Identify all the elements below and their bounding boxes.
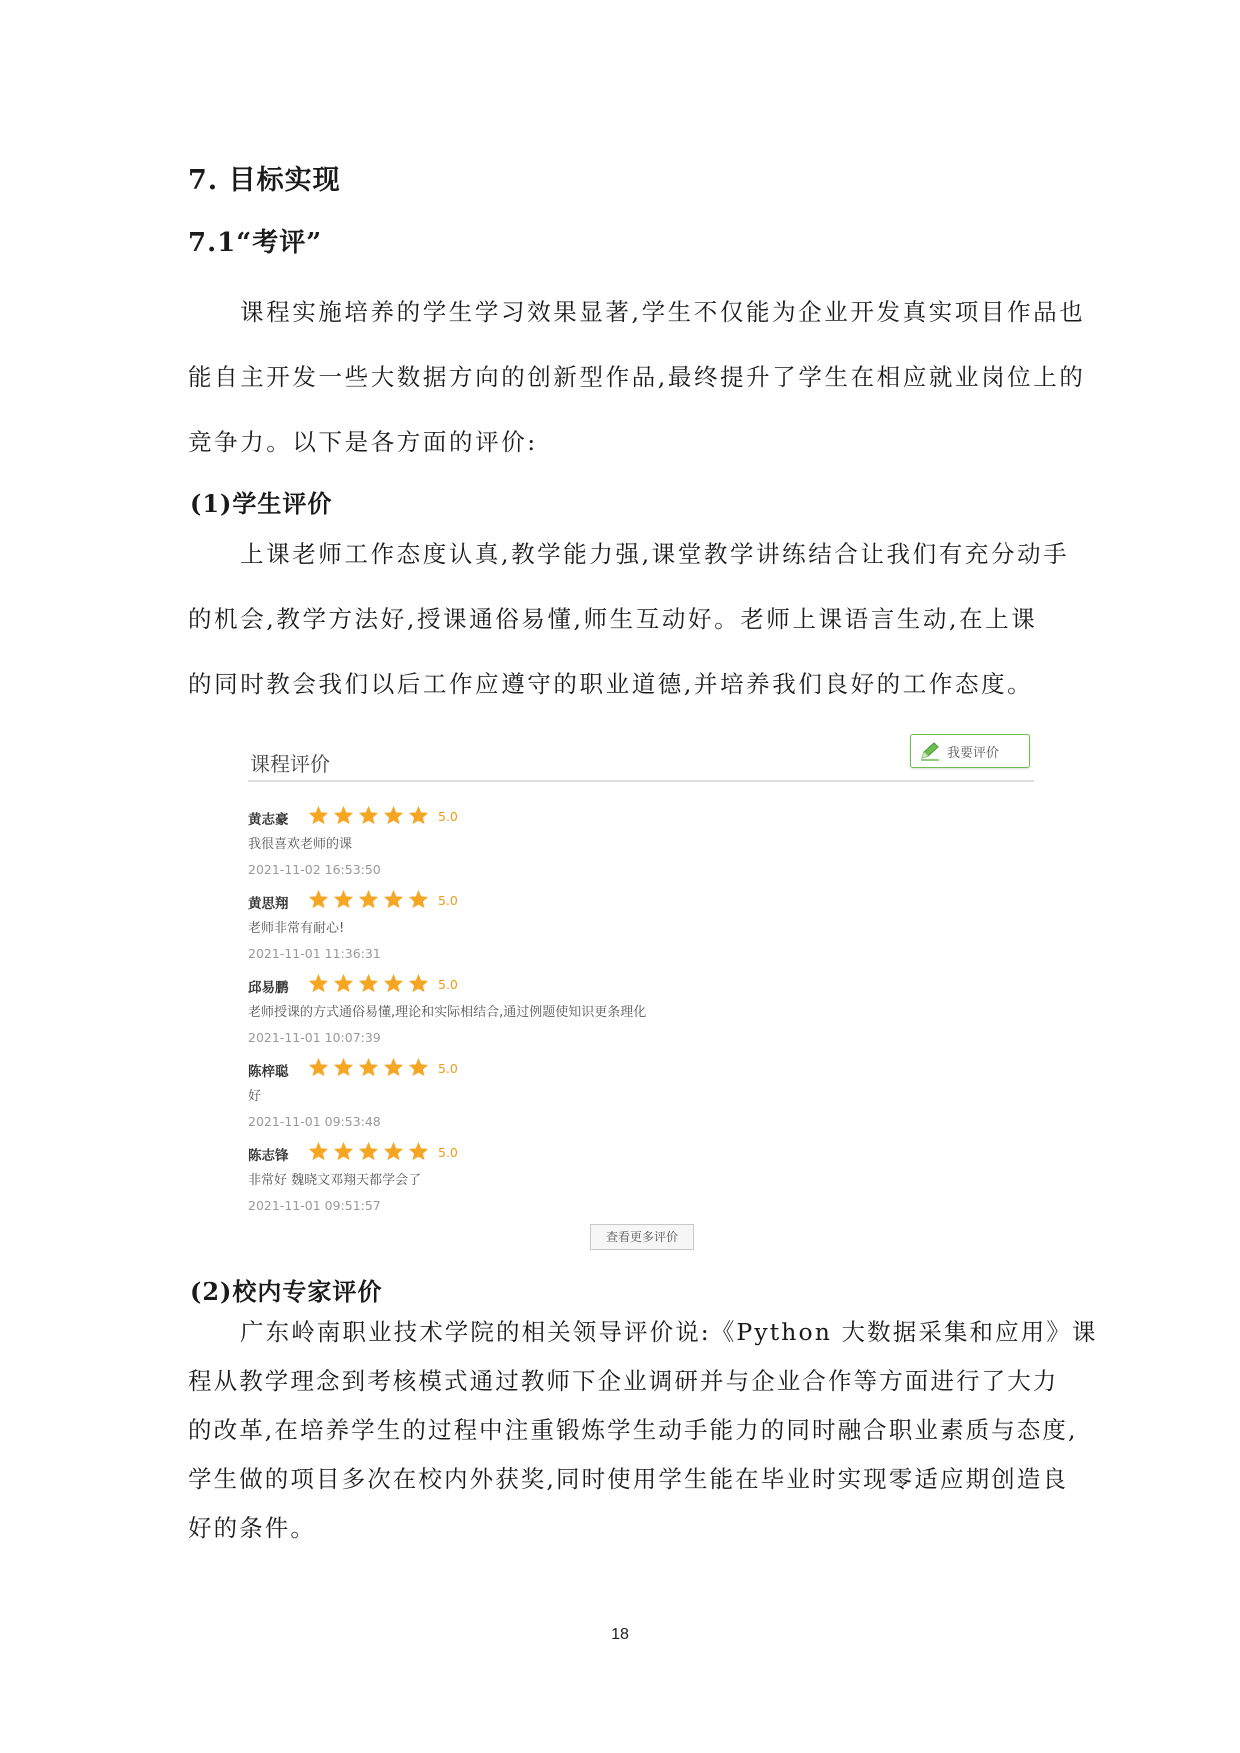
review-time: 2021-11-01 09:51:57 [248,1198,381,1213]
star-icon [358,805,379,825]
write-review-button[interactable] [910,734,1030,768]
star-icon [408,973,429,993]
pencil-icon [919,741,941,761]
review-comment: 老师非常有耐心! [248,921,345,936]
star-rating [308,973,433,993]
star-icon [358,973,379,993]
paragraph-line: 课程实施培养的学生学习效果显著,学生不仅能为企业开发真实项目作品也 [240,298,1086,326]
review-time: 2021-11-02 16:53:50 [248,862,381,877]
reviewer-name: 黄志豪 [248,812,289,828]
star-icon [333,1141,354,1161]
expert-review-paragraph [188,1308,1098,1553]
intro-paragraph [188,280,1086,475]
paragraph-line: 程从教学理念到考核模式通过教师下企业调研并与企业合作等方面进行了大力 [188,1367,1059,1395]
star-rating [308,1141,433,1161]
star-icon [333,805,354,825]
star-icon [333,889,354,909]
paragraph-line: 好的条件。 [188,1514,316,1542]
star-icon [408,1141,429,1161]
star-icon [383,889,404,909]
review-item [248,1144,1008,1229]
star-icon [408,805,429,825]
review-comment: 老师授课的方式通俗易懂,理论和实际相结合,通过例题使知识更条理化 [248,1005,647,1020]
review-item [248,808,1008,893]
star-rating [308,889,433,909]
paragraph-line: 的机会,教学方法好,授课通俗易懂,师生互动好。老师上课语言生动,在上课 [188,605,1038,633]
reviewer-name: 陈梓聪 [248,1064,289,1080]
star-icon [383,973,404,993]
star-icon [308,973,329,993]
star-rating [308,805,433,825]
paragraph-line: 广东岭南职业技术学院的相关领导评价说:《Python 大数据采集和应用》课 [240,1318,1098,1346]
rating-score: 5.0 [438,809,458,824]
rating-score: 5.0 [438,1145,458,1160]
review-comment: 好 [248,1089,262,1104]
star-icon [358,1141,379,1161]
course-review-screenshot [240,734,1040,1254]
expert-review-heading: (2)校内专家评价 [190,1277,383,1306]
review-time: 2021-11-01 11:36:31 [248,946,381,961]
paragraph-line: 的同时教会我们以后工作应遵守的职业道德,并培养我们良好的工作态度。 [188,670,1034,698]
subsection-heading: 7.1“考评” [188,228,323,258]
paragraph-line: 的改革,在培养学生的过程中注重锻炼学生动手能力的同时融合职业素质与态度, [188,1416,1078,1444]
paragraph-line: 上课老师工作态度认真,教学能力强,课堂教学讲练结合让我们有充分动手 [240,540,1070,568]
student-review-heading: (1)学生评价 [190,489,333,518]
star-icon [308,805,329,825]
star-icon [358,1057,379,1077]
review-item [248,1060,1008,1145]
review-comment: 非常好 魏晓文邓翔天都学会了 [248,1173,422,1188]
reviewer-name: 邱易鹏 [248,980,289,996]
star-icon [383,1141,404,1161]
reviewer-name: 陈志锋 [248,1148,289,1164]
review-time: 2021-11-01 09:53:48 [248,1114,381,1129]
star-icon [358,889,379,909]
star-icon [308,1141,329,1161]
review-item [248,976,1008,1061]
star-icon [308,1057,329,1077]
star-icon [333,1057,354,1077]
divider [248,780,1034,782]
review-item [248,892,1008,977]
section-heading: 7. 目标实现 [188,165,341,196]
widget-title: 课程评价 [250,752,330,776]
review-comment: 我很喜欢老师的课 [248,837,353,852]
paragraph-line: 学生做的项目多次在校内外获奖,同时使用学生能在毕业时实现零适应期创造良 [188,1465,1068,1493]
rating-score: 5.0 [438,977,458,992]
star-icon [383,1057,404,1077]
paragraph-line: 能自主开发一些大数据方向的创新型作品,最终提升了学生在相应就业岗位上的 [188,363,1086,391]
star-icon [408,889,429,909]
view-more-reviews-button[interactable]: 查看更多评价 [590,1224,694,1250]
rating-score: 5.0 [438,1061,458,1076]
review-time: 2021-11-01 10:07:39 [248,1030,381,1045]
star-icon [308,889,329,909]
star-icon [383,805,404,825]
star-rating [308,1057,433,1077]
page-number: 18 [611,1626,629,1643]
reviewer-name: 黄思翔 [248,896,289,912]
rating-score: 5.0 [438,893,458,908]
student-review-paragraph [188,522,1070,717]
paragraph-line: 竞争力。以下是各方面的评价: [188,428,538,456]
star-icon [408,1057,429,1077]
star-icon [333,973,354,993]
write-review-label: 我要评价 [947,746,1000,761]
